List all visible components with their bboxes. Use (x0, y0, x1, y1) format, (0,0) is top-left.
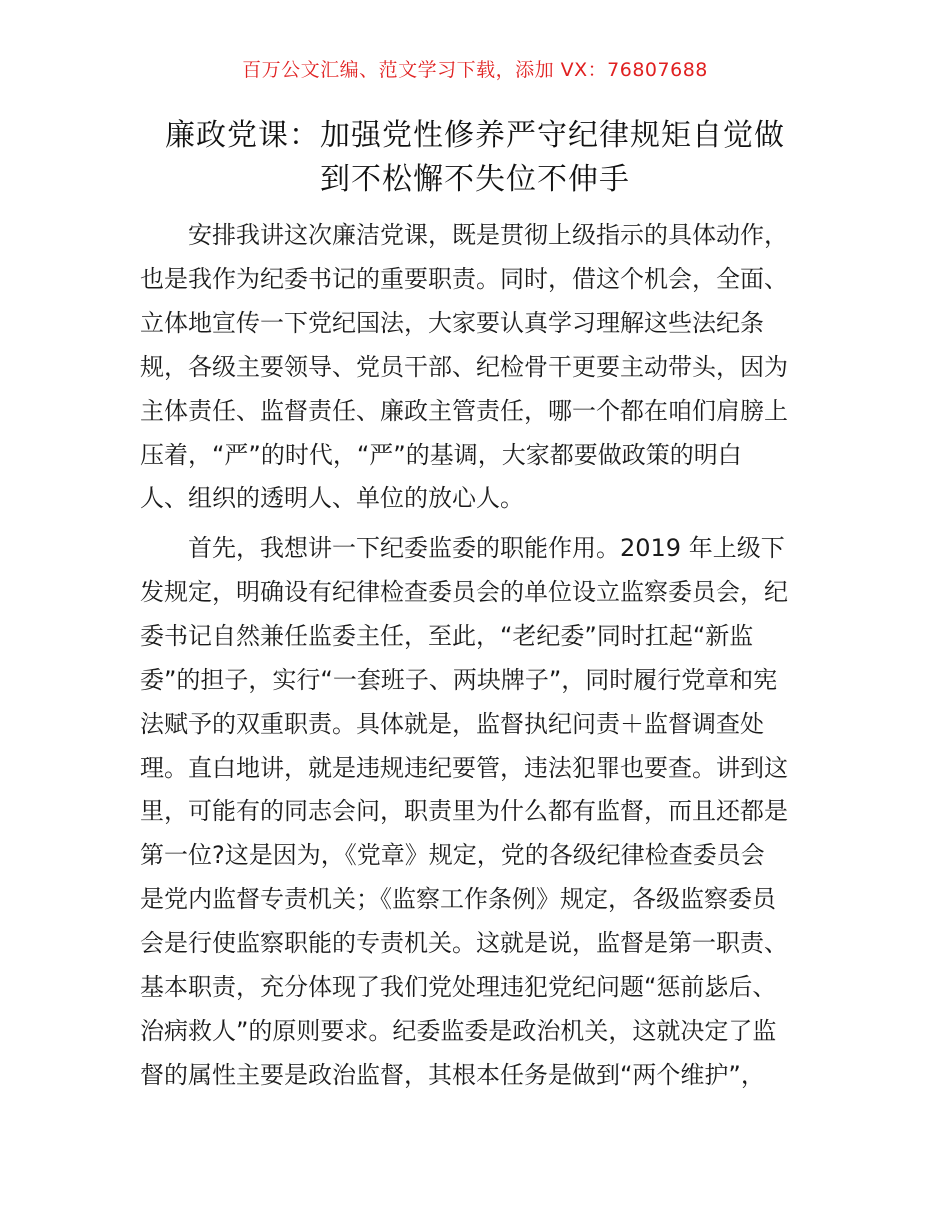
text-line: 委书记自然兼任监委主任，至此，“老纪委”同时扛起“新监 (140, 621, 754, 650)
text-line: 是党内监督专责机关；《监察工作条例》规定，各级监察委员 (140, 885, 776, 914)
text-line: 会是行使监察职能的专责机关。这就是说，监督是第一职责、 (140, 929, 788, 958)
text-line: 首先，我想讲一下纪委监委的职能作用。2019 年上级下 (188, 534, 785, 562)
header-banner: 百万公文汇编、范文学习下载，添加 VX：76807688 (242, 59, 708, 81)
text-line: 治病救人”的原则要求。纪委监委是政治机关，这就决定了监 (140, 1016, 777, 1045)
text-line: 主体责任、监督责任、廉政主管责任，哪一个都在咱们肩膀上 (140, 396, 788, 425)
paragraph-functions (140, 527, 812, 1098)
text-line: 里，可能有的同志会问，职责里为什么都有监督，而且还都是 (140, 797, 788, 826)
text-line: 督的属性主要是政治监督，其根本任务是做到“两个维护”， (140, 1060, 765, 1089)
title-line: 廉政党课：加强党性修养严守纪律规矩自觉做 (165, 118, 785, 153)
paragraph-intro (140, 214, 812, 521)
text-line: 压着，“严”的时代，“严”的基调，大家都要做政策的明白 (140, 440, 742, 469)
text-line: 理。直白地讲，就是违规违纪要管，违法犯罪也要查。讲到这 (140, 753, 788, 782)
text-line: 发规定，明确设有纪律检查委员会的单位设立监察委员会，纪 (140, 577, 788, 606)
text-line: 基本职责，充分体现了我们党处理违犯党纪问题“惩前毖后、 (140, 973, 777, 1002)
text-line: 人、组织的透明人、单位的放心人。 (140, 484, 524, 513)
text-line: 委”的担子，实行“一套班子、两块牌子”，同时履行党章和宪 (140, 665, 778, 694)
text-line: 法赋予的双重职责。具体就是，监督执纪问责＋监督调查处 (140, 709, 764, 738)
title-line: 到不松懈不失位不伸手 (320, 162, 630, 197)
text-line: 也是我作为纪委书记的重要职责。同时，借这个机会，全面、 (140, 264, 788, 293)
text-line: 规，各级主要领导、党员干部、纪检骨干更要主动带头，因为 (140, 352, 788, 381)
document-title (120, 114, 830, 202)
text-line: 立体地宣传一下党纪国法，大家要认真学习理解这些法纪条 (140, 308, 764, 337)
text-line: 安排我讲这次廉洁党课，既是贯彻上级指示的具体动作， (188, 221, 788, 249)
text-line: 第一位?这是因为，《党章》规定，党的各级纪律检查委员会 (140, 841, 765, 870)
